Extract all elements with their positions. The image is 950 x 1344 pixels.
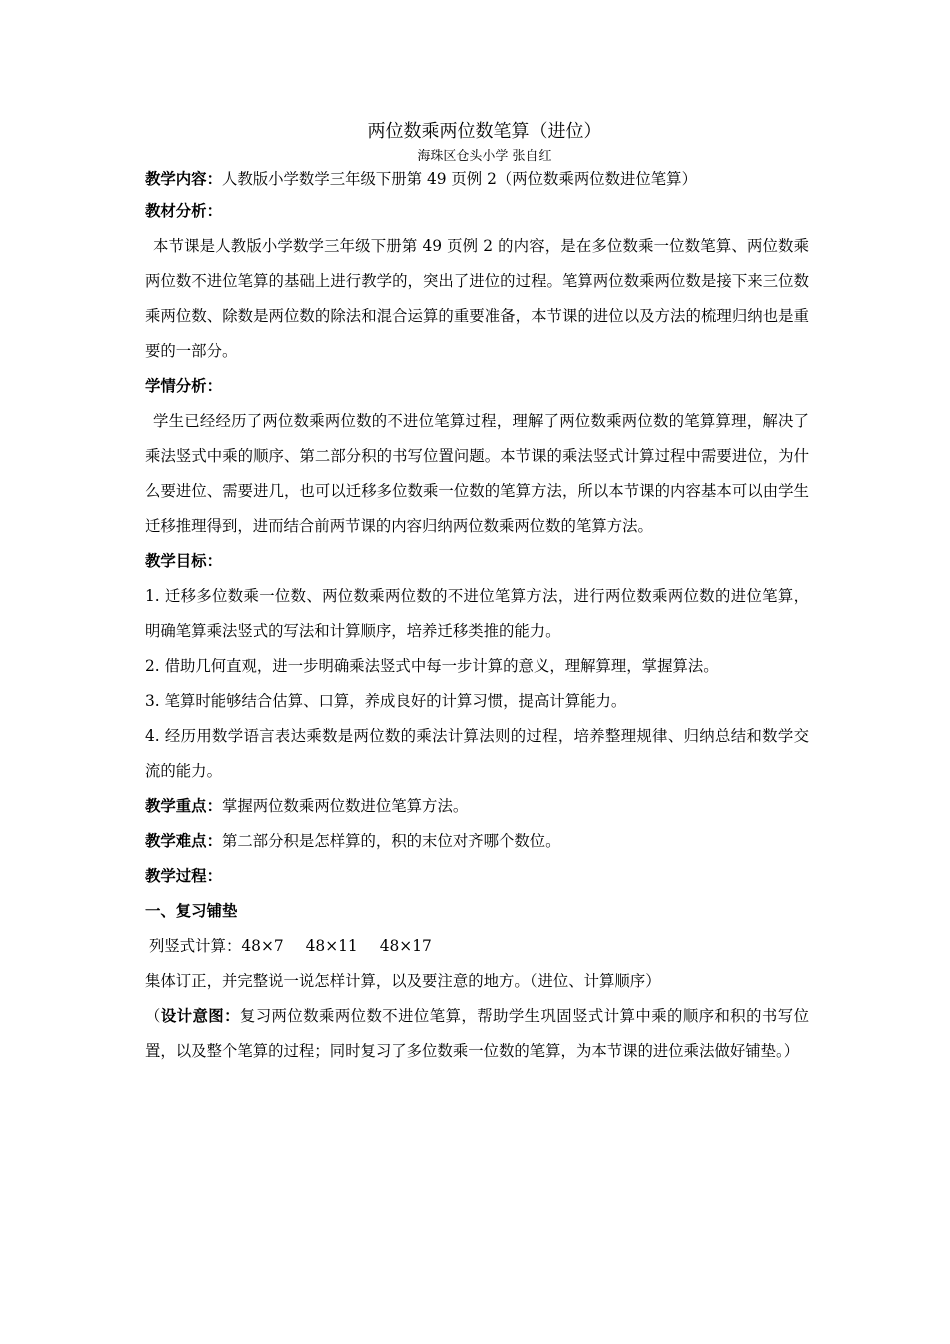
calc-exercise: [145, 929, 809, 964]
teaching-process-heading: 教学过程：: [145, 867, 222, 885]
student-analysis-text: 学生已经经历了两位数乘两位数的不进位笔算过程，理解了两位数乘两位数的笔算算理，解决了乘法竖式中乘的顺序、第二部分积的书写位置问题。本节课的乘法竖式计算过程中需要进位，为什么要进位、需要进几，也可以迁移多位数乘一位数的笔算方法，所以本节课的内容基本可以由学生迁移推理得到，进而结合前两节课的内容归纳两位数乘两位数的笔算方法。: [145, 412, 809, 535]
teaching-difficulty: [145, 824, 809, 859]
calc-label: 列竖式计算：: [149, 937, 242, 955]
review-text: 集体订正，并完整说一说怎样计算，以及要注意的地方。（进位、计算顺序）: [145, 972, 661, 990]
teaching-goal-3: 3. 笔算时能够结合估算、口算，养成良好的计算习惯，提高计算能力。: [145, 692, 627, 710]
document-author: 海珠区仓头小学 张自红: [417, 149, 552, 164]
teaching-content-text: 人教版小学数学三年级下册第 49 页例 2（两位数乘两位数进位笔算）: [221, 170, 697, 188]
document-page: [145, 118, 809, 1069]
teaching-goals-heading: 教学目标：: [145, 552, 222, 570]
teaching-goal-1: 1. 迁移多位数乘一位数、两位数乘两位数的不进位笔算方法，进行两位数乘两位数的进位笔算，明确笔算乘法竖式的写法和计算顺序，培养迁移类推的能力。: [145, 587, 809, 640]
material-analysis-heading: 教材分析：: [145, 202, 222, 220]
teaching-goal-4: 4. 经历用数学语言表达乘数是两位数的乘法计算法则的过程，培养整理规律、归纳总结和数学交流的能力。: [145, 727, 809, 780]
calc-item-1: 48×7: [241, 937, 284, 955]
teaching-content: [145, 164, 809, 194]
calc-item-2: 48×11: [305, 937, 358, 955]
teaching-difficulty-label: 教学难点：: [145, 832, 222, 850]
calc-item-3: 48×17: [379, 937, 432, 955]
teaching-key-text: 掌握两位数乘两位数进位笔算方法。: [221, 797, 469, 815]
section-1-heading: 一、复习铺垫: [145, 902, 238, 920]
teaching-key-point: [145, 789, 809, 824]
material-analysis-text: 本节课是人教版小学数学三年级下册第 49 页例 2 的内容，是在多位数乘一位数笔算、两位数乘两位数不进位笔算的基础上进行教学的，突出了进位的过程。笔算两位数乘两位数是接下来三位数乘两位数、除数是两位数的除法和混合运算的重要准备，本节课的进位以及方法的梳理归纳也是重要的一部分。: [145, 237, 809, 360]
design-intent-label: 设计意图：: [160, 1007, 240, 1025]
design-intent-open: （: [145, 1007, 161, 1025]
design-intent: [145, 999, 809, 1069]
design-intent-text: 复习两位数乘两位数不进位笔算，帮助学生巩固竖式计算中乘的顺序和积的书写位置，以及整个笔算的过程；同时复习了多位数乘一位数的笔算，为本节课的进位乘法做好铺垫。）: [145, 1007, 809, 1060]
teaching-difficulty-text: 第二部分积是怎样算的，积的末位对齐哪个数位。: [221, 832, 561, 850]
document-title: 两位数乘两位数笔算（进位）: [367, 121, 602, 142]
teaching-key-label: 教学重点：: [145, 797, 222, 815]
teaching-goal-2: 2. 借助几何直观，进一步明确乘法竖式中每一步计算的意义，理解算理，掌握算法。: [145, 657, 719, 675]
teaching-content-label: 教学内容：: [145, 170, 222, 188]
student-analysis-heading: 学情分析：: [145, 377, 222, 395]
